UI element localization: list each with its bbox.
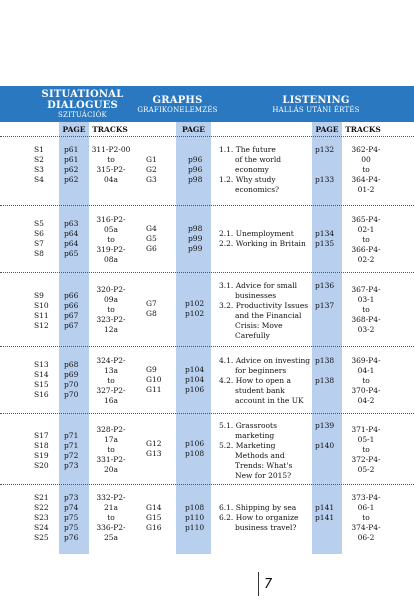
listening-subtitle: HALLÁS UTÁNI ÉRTÉS (272, 105, 360, 114)
graph-ids: G12 G13 (146, 439, 162, 458)
dialogue-ids: S1 S2 S3 S4 (34, 145, 44, 184)
listening-topics: 4.1. Advice on investing for beginners 4.2. How to open a student bank account in the UK (219, 356, 311, 405)
listening-pages: p138 p138 (315, 356, 335, 385)
situational-title-line2: DIALOGUES (47, 100, 118, 111)
listening-tracks: 367-P4- 03-1 to 368-P4- 03-2 (351, 285, 381, 334)
listening-topics: 2.1. Unemployment 2.2. Working in Britain (219, 229, 306, 248)
dialogue-ids: S5 S6 S7 S8 (34, 219, 44, 258)
dialogue-tracks: 324-P2- 13a to 327-P2- 16a (96, 356, 126, 405)
graph-ids: G4 G5 G6 (146, 224, 157, 253)
listening-header (218, 86, 414, 122)
graph-pages: p104 p104 p106 (185, 365, 205, 394)
listening-tracks-subheader: TRACKS (345, 124, 381, 134)
listening-pages: p139 p140 (315, 421, 335, 450)
situational-title-line1: SITUATIONAL (41, 89, 124, 100)
row-divider (0, 346, 414, 347)
dialogue-pages: p63 p64 p64 p65 (64, 219, 79, 258)
situational-page-subheader: PAGE (62, 124, 86, 134)
dialogue-ids: S21 S22 S23 S24 S25 (34, 493, 49, 542)
dialogue-pages: p61 p61 p62 p62 (64, 145, 79, 184)
situational-dialogues-header (40, 86, 125, 122)
row-divider (0, 413, 414, 414)
listening-tracks: 373-P4- 06-1 to 374-P4- 06-2 (351, 493, 381, 542)
graph-ids: G14 G15 G16 (146, 503, 162, 532)
table-header (0, 86, 414, 122)
graph-pages: p108 p110 p110 (185, 503, 205, 532)
row-divider (0, 484, 414, 485)
listening-title: LISTENING (282, 94, 350, 106)
listening-pages: p136 p137 (315, 281, 335, 310)
graph-pages: p102 p102 (185, 299, 205, 318)
dialogue-ids: S13 S14 S15 S16 (34, 360, 49, 399)
listening-page-subheader: PAGE (315, 124, 339, 134)
situational-subtitle: SZITUÁCIÓK (58, 111, 107, 119)
graph-ids: G9 G10 G11 (146, 365, 162, 394)
dialogue-tracks: 311-P2-00 to 315-P2- 04a (91, 145, 131, 184)
listening-page-column (312, 122, 342, 554)
listening-pages: p132 p133 (315, 145, 335, 184)
situational-page-column (59, 122, 89, 554)
listening-topics: 5.1. Grassroots marketing 5.2. Marketing Methods and Trends: What's New for 2015? (219, 421, 293, 480)
listening-topics: 6.1. Shipping by sea 6.2. How to organize business travel? (219, 503, 299, 532)
dialogue-pages: p68 p69 p70 p70 (64, 360, 79, 399)
graphs-subtitle: GRAFIKONELEMZÉS (137, 105, 218, 114)
listening-topics: 1.1. The future of the world economy 1.2. Why study economics? (219, 145, 282, 194)
row-divider (0, 205, 414, 206)
dialogue-pages: p73 p74 p75 p75 p76 (64, 493, 79, 542)
dialogue-pages: p66 p66 p67 p67 (64, 291, 79, 330)
situational-tracks-subheader: TRACKS (92, 124, 128, 134)
graph-pages: p106 p108 (185, 439, 205, 458)
listening-topics: 3.1. Advice for small businesses 3.2. Productivity Issues and the Financial Crisis: Move Carefully (219, 281, 309, 340)
graph-pages: p96 p96 p98 (188, 155, 203, 184)
graph-pages: p98 p99 p99 (188, 224, 203, 253)
page-number: 7 (264, 577, 273, 592)
dialogue-tracks: 332-P2- 21a to 336-P2- 25a (96, 493, 126, 542)
dialogue-ids: S9 S10 S11 S12 (34, 291, 49, 330)
dialogue-tracks: 316-P2- 05a to 319-P2- 08a (96, 215, 126, 264)
graph-ids: G7 G8 (146, 299, 157, 318)
graphs-header (137, 86, 218, 122)
listening-pages: p141 p141 (315, 503, 335, 522)
row-divider (0, 136, 414, 137)
dialogue-pages: p71 p71 p72 p73 (64, 431, 79, 470)
listening-tracks: 369-P4- 04-1 to 370-P4- 04-2 (351, 356, 381, 405)
graphs-page-subheader: PAGE (181, 124, 206, 134)
listening-pages: p134 p135 (315, 229, 335, 248)
graphs-title: GRAPHS (152, 94, 203, 106)
listening-tracks: 365-P4- 02-1 to 366-P4- 02-2 (351, 215, 381, 264)
dialogue-ids: S17 S18 S19 S20 (34, 431, 49, 470)
dialogue-tracks: 320-P2- 09a to 323-P2- 12a (96, 285, 126, 334)
listening-tracks: 371-P4- 05-1 to 372-P4- 05-2 (351, 425, 381, 474)
graphs-page-column (176, 122, 211, 554)
listening-tracks: 362-P4- 00 to 364-P4- 01-2 (351, 145, 381, 194)
dialogue-tracks: 328-P2- 17a to 331-P2- 20a (96, 425, 126, 474)
page-number-rule (258, 572, 259, 596)
graph-ids: G1 G2 G3 (146, 155, 157, 184)
row-divider (0, 272, 414, 273)
